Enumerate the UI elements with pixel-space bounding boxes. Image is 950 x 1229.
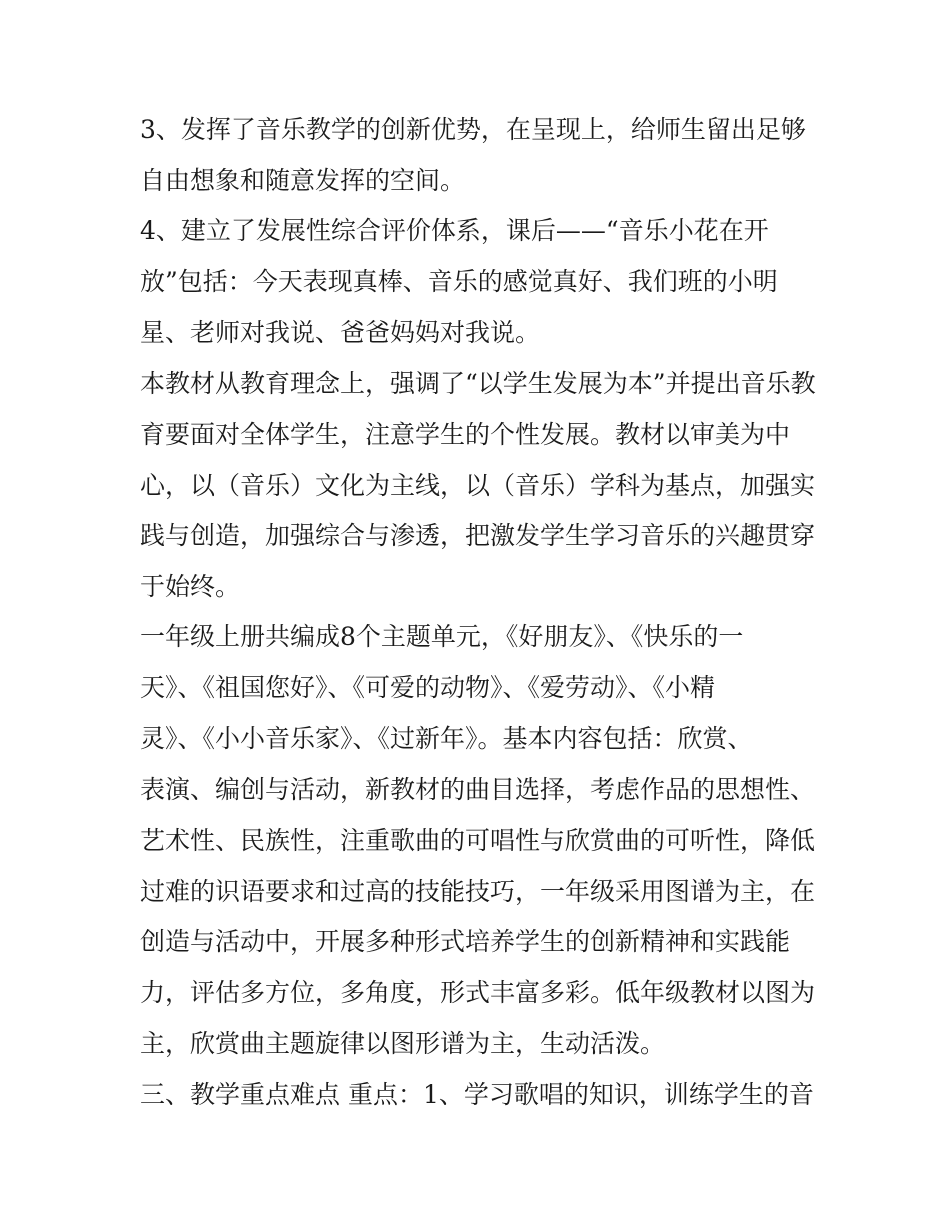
text-line: 本教材从教育理念上，强调了“以学生发展为本”并提出音乐教 xyxy=(140,369,816,398)
text-line: 4、建立了发展性综合评价体系，课后——“音乐小花在开 xyxy=(140,216,769,245)
text-line: 天》、《祖国您好》、《可爱的动物》、《爱劳动》、《小精 xyxy=(140,673,716,702)
text-line: 创造与活动中，开展多种形式培养学生的创新精神和实践能 xyxy=(140,927,791,956)
text-line: 灵》、《小小音乐家》、《过新年》。基本内容包括：欣赏、 xyxy=(140,724,753,753)
text-line: 表演、编创与活动，新教材的曲目选择，考虑作品的思想性、 xyxy=(140,775,816,804)
text-line: 力，评估多方位，多角度，形式丰富多彩。低年级教材以图为 xyxy=(140,978,816,1007)
text-line: 过难的识语要求和过高的技能技巧，一年级采用图谱为主，在 xyxy=(140,877,816,906)
text-line: 艺术性、民族性，注重歌曲的可唱性与欣赏曲的可听性，降低 xyxy=(140,826,816,855)
text-line: 星、老师对我说、爸爸妈妈对我说。 xyxy=(140,318,541,347)
text-line: 3、发挥了音乐教学的创新优势，在呈现上，给师生留出足够 xyxy=(140,115,806,144)
text-line: 育要面对全体学生，注意学生的个性发展。教材以审美为中 xyxy=(140,420,791,449)
text-line: 主，欣赏曲主题旋律以图形谱为主，生动活泼。 xyxy=(140,1029,666,1058)
text-line: 三、教学重点难点 重点：1、学习歌唱的知识，训练学生的音 xyxy=(140,1080,814,1109)
text-line: 心，以（音乐）文化为主线，以（音乐）学科为基点，加强实 xyxy=(140,471,816,500)
text-line: 自由想象和随意发挥的空间。 xyxy=(140,166,466,195)
text-line: 一年级上册共编成8个主题单元，《好朋友》、《快乐的一 xyxy=(140,622,744,651)
text-line: 践与创造，加强综合与渗透，把激发学生学习音乐的兴趣贯穿 xyxy=(140,521,816,550)
text-line: 放”包括：今天表现真棒、音乐的感觉真好、我们班的小明 xyxy=(140,267,778,296)
text-line: 于始终。 xyxy=(140,572,241,601)
